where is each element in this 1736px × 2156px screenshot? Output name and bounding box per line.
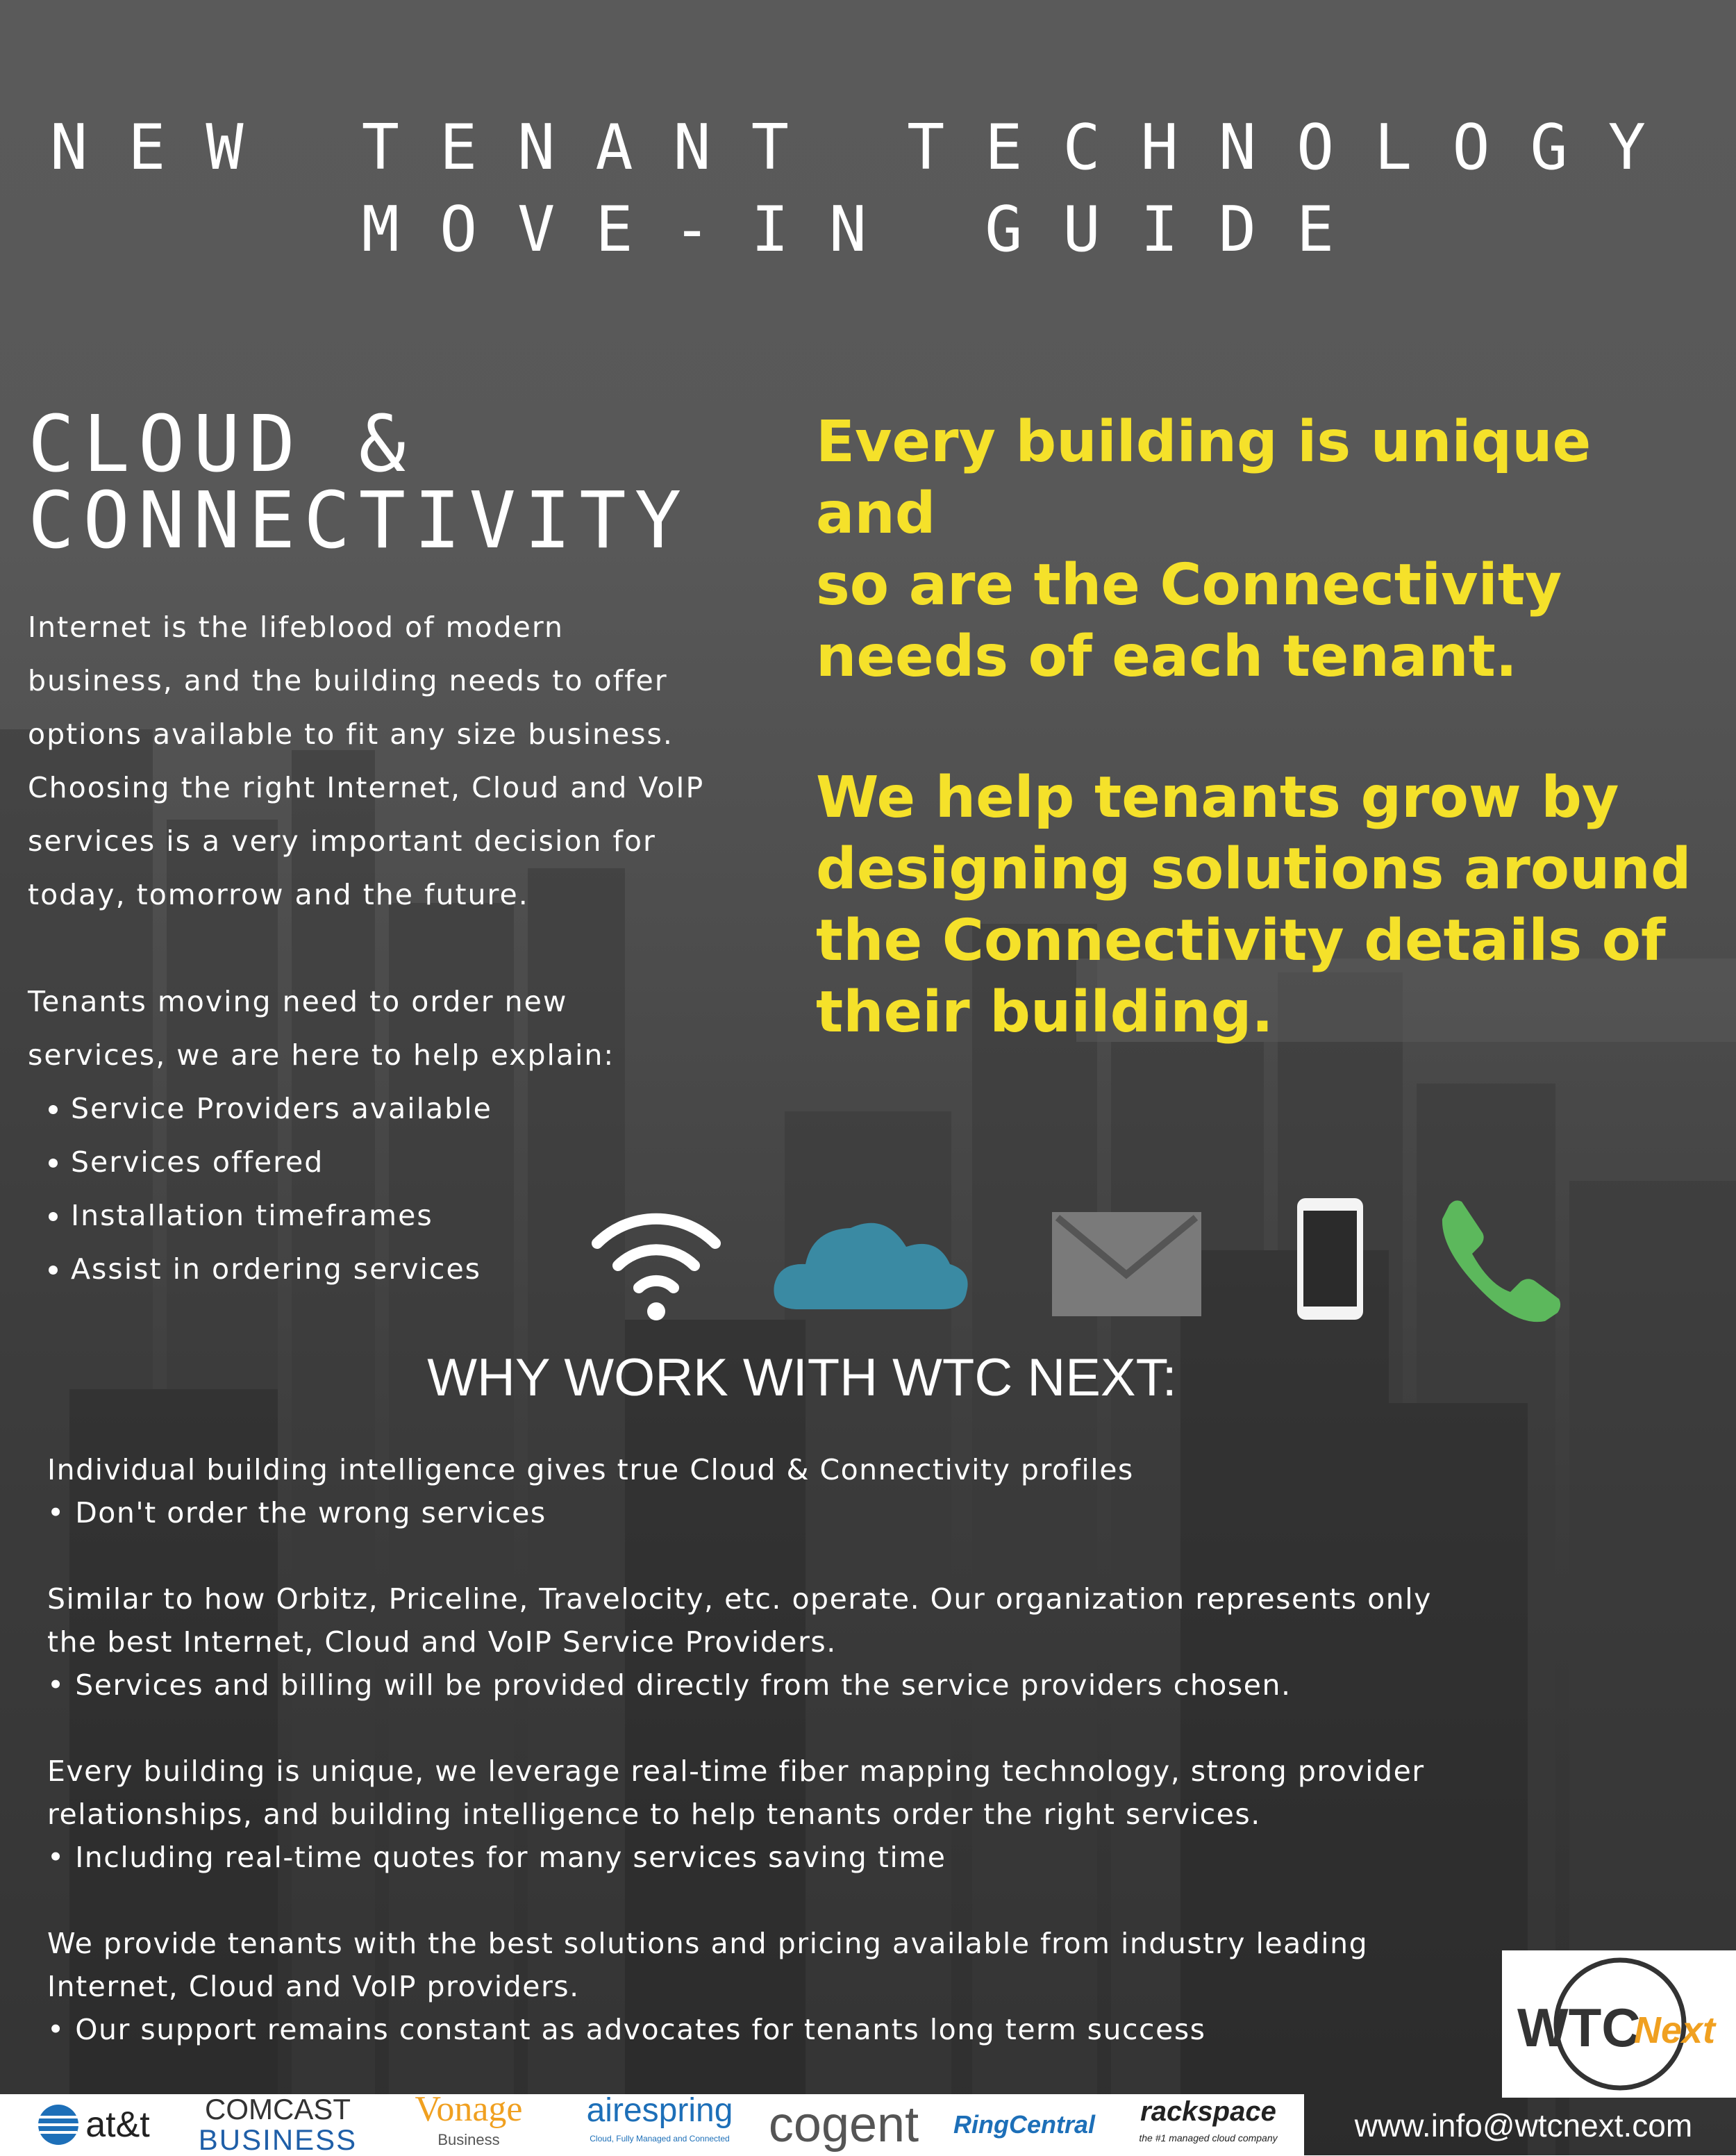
reason-line: Internet, Cloud and VoIP providers. (47, 1970, 580, 2003)
comcast-logo (194, 2094, 361, 2155)
list-item (47, 1922, 1575, 2051)
highlight-line: their building. (816, 979, 1274, 1045)
reason-line: relationships, and building intelligence to help tenants order the right services. (47, 1798, 1261, 1831)
reason-line: We provide tenants with the best solutions and pricing available from industry leading (47, 1927, 1369, 1960)
email-icon (1052, 1212, 1201, 1316)
contact-email[interactable]: www.info@wtcnext.com (1354, 2107, 1693, 2143)
intro-line: today, tomorrow and the future. (28, 878, 529, 911)
service-icons (0, 1174, 1736, 1334)
list-item: • Assist in ordering services (71, 1243, 778, 1296)
highlight-line: We help tenants grow by (816, 765, 1619, 831)
highlight-line: Every building is unique and (816, 409, 1592, 547)
reason-line: Every building is unique, we leverage real-time fiber mapping technology, strong provider (47, 1755, 1425, 1788)
airespring-logo (573, 2094, 746, 2155)
logo-wtc: WTC (1517, 1997, 1641, 2058)
wifi-icon (587, 1202, 726, 1327)
list-item: • Service Providers available (71, 1082, 778, 1136)
comcast-text: COMCAST (205, 2093, 351, 2125)
mobile-phone-icon (1297, 1198, 1363, 1320)
reason-line: Similar to how Orbitz, Priceline, Travelocity, etc. operate. Our organization represents only (47, 1582, 1432, 1616)
phone-icon (1434, 1195, 1562, 1323)
page-title-line2: MOVE-IN GUIDE (361, 193, 1375, 266)
why-heading: WHY WORK WITH WTC NEXT: (427, 1348, 1177, 1407)
intro-line: business, and the building needs to offer (28, 664, 668, 697)
cloud-connectivity-heading (28, 399, 792, 566)
list-item: • Services offered (71, 1136, 778, 1189)
list-item (47, 1577, 1575, 1707)
reason-line: the best Internet, Cloud and VoIP Service Providers. (47, 1625, 837, 1659)
list-item: • Installation timeframes (71, 1189, 778, 1243)
heading-line1: CLOUD & (28, 399, 415, 490)
airespring-text: airespring (586, 2092, 733, 2129)
cogent-logo (757, 2094, 930, 2155)
highlight-line: so are the Connectivity (816, 552, 1562, 618)
reasons-list (47, 1448, 1575, 2094)
rackspace-sub-text: the #1 managed cloud company (1139, 2132, 1278, 2143)
list-item (47, 1750, 1575, 1879)
heading-line2: CONNECTIVITY (28, 476, 690, 566)
highlight-line: the Connectivity details of (816, 908, 1666, 974)
highlight-text (816, 406, 1719, 1048)
logo-next: Next (1634, 2009, 1716, 2051)
ringcentral-logo (941, 2094, 1108, 2155)
reason-bullet: • Our support remains constant as advocates for tenants long term success (47, 2013, 1206, 2046)
cogent-text: cogent (768, 2097, 919, 2153)
highlight-line: needs of each tenant. (816, 624, 1517, 690)
att-logo (15, 2094, 172, 2155)
rackspace-logo (1125, 2094, 1292, 2155)
rackspace-text: rackspace (1140, 2096, 1276, 2127)
airespring-sub-text: Cloud, Fully Managed and Connected (590, 2134, 730, 2143)
intro-line: services is a very important decision for (28, 824, 656, 858)
intro-line: options available to fit any size business. (28, 718, 674, 751)
reason-line: Individual building intelligence gives true Cloud & Connectivity profiles (47, 1453, 1134, 1486)
intro-line: Choosing the right Internet, Cloud and VoIP (28, 771, 705, 804)
reason-bullet: • Services and billing will be provided directly from the service providers chosen. (47, 1668, 1292, 1702)
ringcentral-text: RingCentral (953, 2110, 1095, 2139)
vonage-text: Vonage (415, 2089, 523, 2129)
list-item (47, 1448, 1575, 1534)
cloud-icon (771, 1209, 972, 1313)
page-title-line1: NEW TENANT TECHNOLOGY (50, 111, 1686, 184)
reason-bullet: • Don't order the wrong services (47, 1496, 546, 1529)
vonage-logo (392, 2089, 545, 2155)
highlight-line: designing solutions around (816, 836, 1692, 902)
comcast-business-text: BUSINESS (198, 2123, 358, 2156)
att-text: at&t (85, 2105, 150, 2145)
intro-line: Internet is the lifeblood of modern (28, 611, 564, 644)
vonage-sub-text: Business (437, 2131, 500, 2148)
att-globe-icon (37, 2103, 80, 2146)
wtc-next-logo (1502, 1950, 1736, 2098)
reason-bullet: • Including real-time quotes for many services saving time (47, 1841, 946, 1874)
intro-line: Tenants moving need to order new (28, 985, 568, 1018)
intro-line: services, we are here to help explain: (28, 1038, 615, 1072)
